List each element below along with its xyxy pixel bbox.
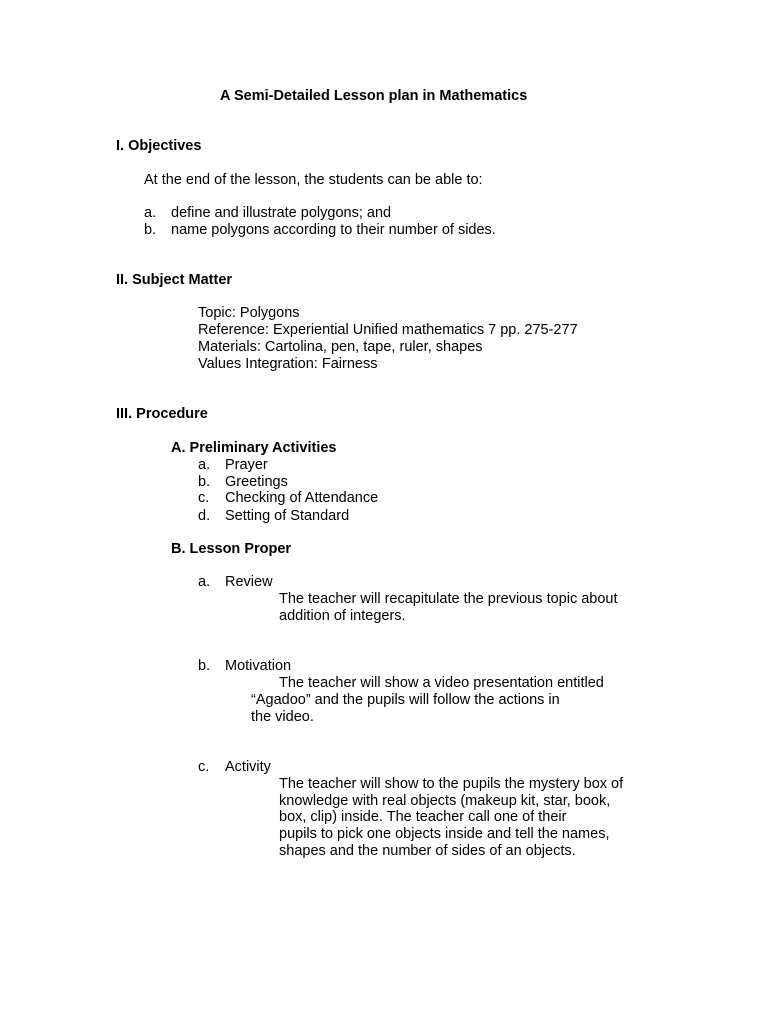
activity-marker: c. — [198, 759, 210, 775]
motivation-text-line: the video. — [251, 709, 314, 725]
objective-marker: b. — [144, 222, 157, 238]
review-label: Review — [225, 574, 273, 590]
subject-topic: Topic: Polygons — [198, 305, 300, 321]
lesson-proper-heading: B. Lesson Proper — [171, 541, 292, 557]
preliminary-item: Greetings — [225, 474, 288, 490]
objective-item: name polygons according to their number of sides. — [171, 222, 496, 238]
subject-materials: Materials: Cartolina, pen, tape, ruler, shapes — [198, 339, 483, 355]
activity-text-line: pupils to pick one objects inside and tell the names, — [279, 826, 610, 842]
preliminary-marker: c. — [198, 490, 210, 506]
activity-text-line: The teacher will show to the pupils the mystery box of — [279, 776, 624, 792]
review-marker: a. — [198, 574, 211, 590]
review-text-line: addition of integers. — [279, 608, 406, 624]
motivation-text-line: The teacher will show a video presentation entitled — [279, 675, 604, 691]
activity-text-line: box, clip) inside. The teacher call one of their — [279, 809, 567, 825]
preliminary-item: Setting of Standard — [225, 508, 350, 524]
document-title: A Semi-Detailed Lesson plan in Mathematics — [220, 88, 528, 104]
preliminary-heading: A. Preliminary Activities — [171, 440, 337, 456]
review-text-line: The teacher will recapitulate the previous topic about — [279, 591, 618, 607]
activity-label: Activity — [225, 759, 271, 775]
preliminary-marker: d. — [198, 508, 211, 524]
preliminary-marker: b. — [198, 474, 211, 490]
motivation-marker: b. — [198, 658, 211, 674]
subject-matter-heading: II. Subject Matter — [116, 272, 233, 288]
preliminary-item: Checking of Attendance — [225, 490, 379, 506]
preliminary-item: Prayer — [225, 457, 268, 473]
motivation-text-line: “Agadoo” and the pupils will follow the actions in — [251, 692, 560, 708]
subject-reference: Reference: Experiential Unified mathematics 7 pp. 275-277 — [198, 322, 578, 338]
objective-marker: a. — [144, 205, 157, 221]
preliminary-marker: a. — [198, 457, 211, 473]
objectives-heading: I. Objectives — [116, 138, 202, 154]
activity-text-line: knowledge with real objects (makeup kit, star, book, — [279, 793, 611, 809]
subject-values: Values Integration: Fairness — [198, 356, 378, 372]
procedure-heading: III. Procedure — [116, 406, 208, 422]
objective-item: define and illustrate polygons; and — [171, 205, 392, 221]
activity-text-line: shapes and the number of sides of an objects. — [279, 843, 576, 859]
objectives-intro: At the end of the lesson, the students can be able to: — [144, 172, 483, 188]
motivation-label: Motivation — [225, 658, 292, 674]
